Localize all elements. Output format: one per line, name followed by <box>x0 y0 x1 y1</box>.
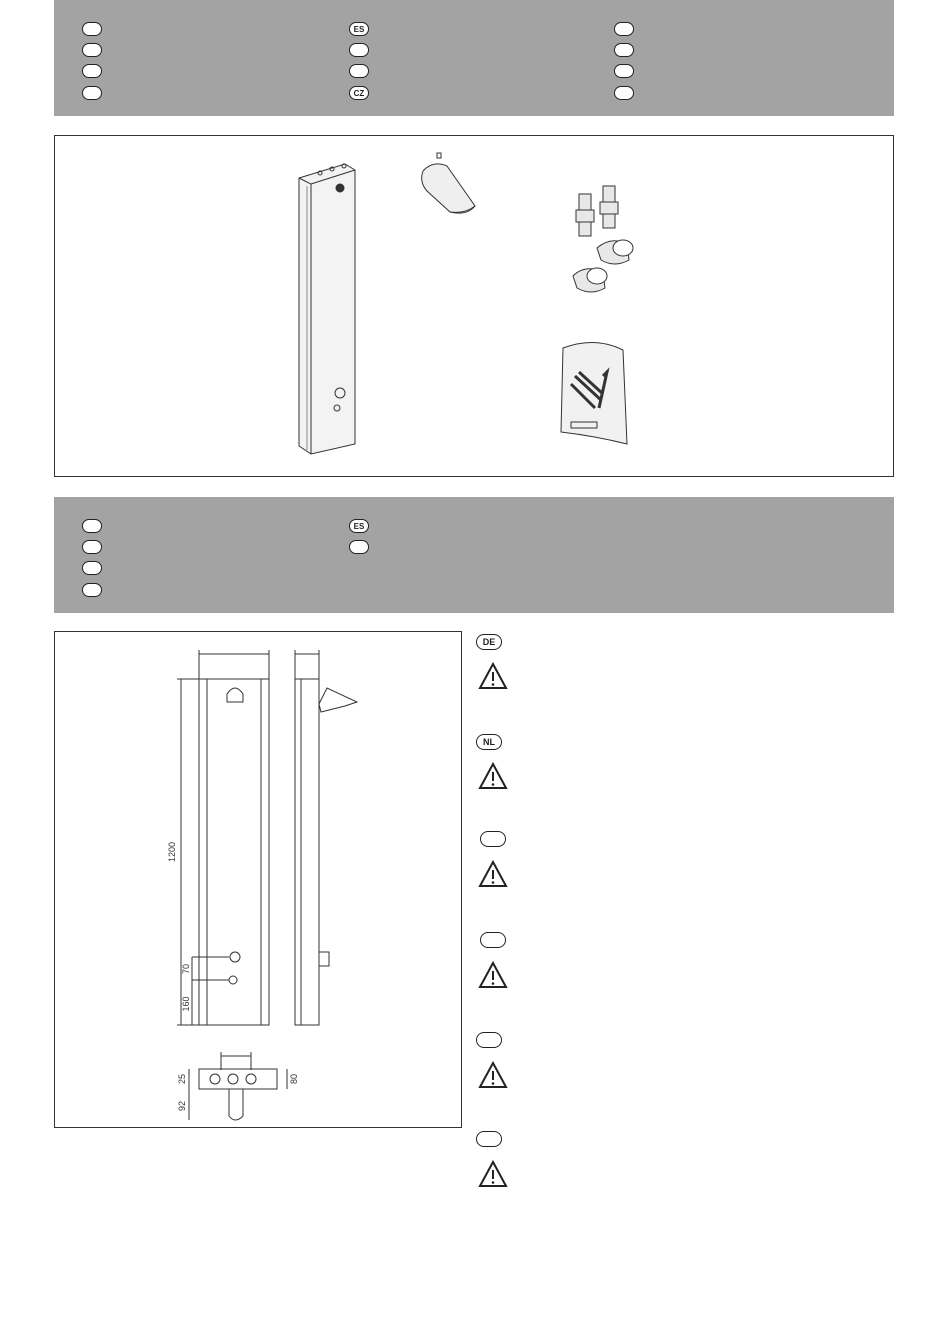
lang-badge <box>349 43 369 57</box>
lang-badge <box>614 43 634 57</box>
parts-illustration-panel <box>54 135 894 477</box>
fixings-bag-illustration <box>561 342 627 444</box>
knob-side <box>319 952 329 966</box>
dim-height-label: 1200 <box>167 841 177 863</box>
dim-offset-upper-label: 70 <box>181 963 191 975</box>
lang-badge <box>82 43 102 57</box>
lang-badge <box>614 22 634 36</box>
dim-spout-depth-label: 92 <box>177 1100 187 1112</box>
lang-badge-cz: CZ <box>349 86 369 100</box>
shower-panel-illustration <box>299 164 355 454</box>
lang-badge-es: ES <box>349 22 369 36</box>
lang-badge <box>476 1032 502 1048</box>
lang-badge <box>480 831 506 847</box>
parts-drawing <box>55 136 895 478</box>
lang-badge-es: ES <box>349 519 369 533</box>
lang-badge <box>82 86 102 100</box>
shower-head-front <box>227 688 243 702</box>
lang-badge <box>480 932 506 948</box>
lang-badge <box>349 64 369 78</box>
panel-front-view <box>199 679 269 1025</box>
warning-icon <box>478 961 508 989</box>
dim-depth-side-label: 80 <box>289 1073 299 1085</box>
shower-head-illustration <box>422 153 475 213</box>
language-band-top <box>54 0 894 116</box>
dim-depth-top-label: 25 <box>177 1073 187 1085</box>
warning-icon <box>478 1160 508 1188</box>
lang-badge <box>82 561 102 575</box>
lang-badge <box>614 64 634 78</box>
control-knob-front <box>230 952 240 962</box>
lang-badge <box>82 583 102 597</box>
dimension-drawing-panel <box>54 631 462 1128</box>
panel-side-view <box>295 679 319 1025</box>
lang-badge-de: DE <box>476 634 502 650</box>
lang-badge <box>82 22 102 36</box>
warning-icon <box>478 762 508 790</box>
lang-badge <box>82 540 102 554</box>
warning-icon <box>478 860 508 888</box>
dim-offset-lower-label: 160 <box>181 996 191 1012</box>
lang-badge-nl: NL <box>476 734 502 750</box>
lang-badge <box>476 1131 502 1147</box>
shower-head-side <box>319 688 357 712</box>
lang-badge <box>82 64 102 78</box>
language-band-middle <box>54 497 894 613</box>
warning-icon <box>478 1061 508 1089</box>
dimension-drawing <box>55 632 463 1129</box>
lang-badge <box>349 540 369 554</box>
warning-icon <box>478 662 508 690</box>
valves-illustration <box>573 186 633 292</box>
lang-badge <box>614 86 634 100</box>
lang-badge <box>82 519 102 533</box>
